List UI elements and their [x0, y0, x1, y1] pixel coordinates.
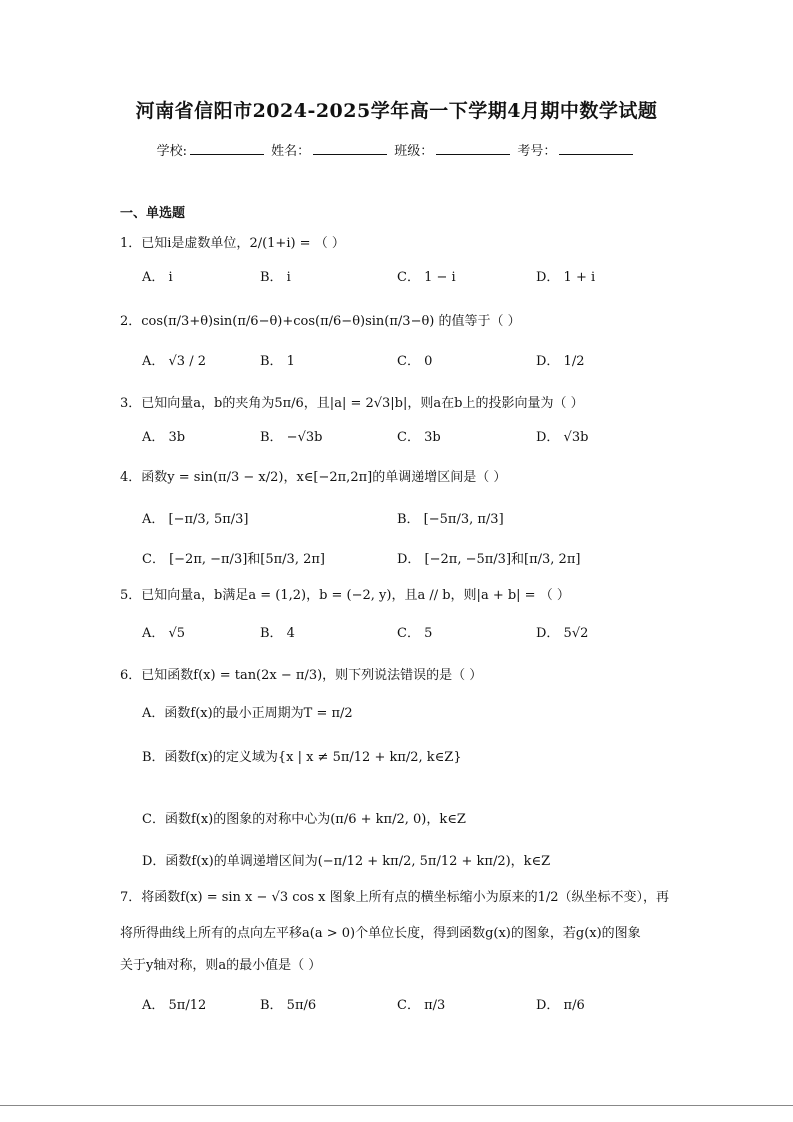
q3-option-b: B． −√3b	[260, 430, 323, 445]
q6-option-d: D．函数f(x)的单调递增区间为(−π/12 + kπ/2, 5π/12 + kπ/2)，k∈Z	[142, 854, 551, 869]
question-6-stem: 6．已知函数f(x) = tan(2x − π/3)，则下列说法错误的是（ ）	[120, 668, 483, 683]
q4-option-a: A． [−π/3, 5π/3]	[142, 512, 249, 527]
student-info-row	[0, 140, 793, 159]
class-blank[interactable]	[436, 144, 510, 155]
question-3-stem: 3．已知向量a，b的夹角为5π/6，且|a| = 2√3|b|，则a在b上的投影向量为（ ）	[120, 396, 584, 411]
q7-option-b: B． 5π/6	[260, 998, 317, 1013]
q1-option-c: C． 1 − i	[397, 270, 456, 285]
question-5-stem: 5．已知向量a，b满足a = (1,2)，b = (−2, y)，且a // b，则|a + b| = （ ）	[120, 588, 570, 603]
question-7-line-3: 关于y轴对称，则a的最小值是（ ）	[120, 958, 322, 973]
q7-option-a: A． 5π/12	[142, 998, 207, 1013]
section-heading: 一、单选题	[120, 206, 186, 221]
q7-option-c: C． π/3	[397, 998, 446, 1013]
q5-option-c: C． 5	[397, 626, 433, 641]
q3-option-a: A． 3b	[142, 430, 186, 445]
q5-option-d: D． 5√2	[536, 626, 589, 641]
class-label: 班级：	[394, 144, 434, 159]
q2-option-b: B． 1	[260, 354, 295, 369]
q6-option-b: B．函数f(x)的定义域为{x | x ≠ 5π/12 + kπ/2, k∈Z}	[142, 750, 462, 765]
q2-option-d: D． 1/2	[536, 354, 585, 369]
question-4-stem: 4．函数y = sin(π/3 − x/2)，x∈[−2π,2π]的单调递增区间是（ ）	[120, 470, 507, 485]
q1-option-b: B． i	[260, 270, 291, 285]
q2-option-a: A． √3 / 2	[142, 354, 206, 369]
page-title: 河南省信阳市2024-2025学年高一下学期4月期中数学试题	[135, 100, 658, 122]
q4-option-d: D． [−2π, −5π/3]和[π/3, 2π]	[397, 552, 581, 567]
question-7-line-2: 将所得曲线上所有的点向左平移a(a > 0)个单位长度，得到函数g(x)的图象，若g(x)的图象	[120, 926, 641, 941]
question-2-stem: 2．cos(π/3+θ)sin(π/6−θ)+cos(π/6−θ)sin(π/3−θ) 的值等于（ ）	[120, 314, 521, 329]
question-1-expr: 2/(1+i) = （ ）	[249, 236, 345, 251]
number-blank[interactable]	[559, 144, 633, 155]
page-bottom-rule	[0, 1105, 793, 1106]
q3-option-c: C． 3b	[397, 430, 441, 445]
name-label: 姓名：	[271, 144, 311, 159]
q4-option-c: C． [−2π, −π/3]和[5π/3, 2π]	[142, 552, 325, 567]
question-1-stem: 1．已知i是虚数单位，2/(1+i) = （ ）	[120, 236, 345, 251]
q4-option-b: B． [−5π/3, π/3]	[397, 512, 504, 527]
name-blank[interactable]	[313, 144, 387, 155]
number-label: 考号：	[517, 144, 557, 159]
school-label: 学校:	[156, 144, 187, 159]
school-blank[interactable]	[190, 144, 264, 155]
q1-option-d: D． 1 + i	[536, 270, 596, 285]
q1-option-a: A． i	[142, 270, 173, 285]
q5-option-a: A． √5	[142, 626, 186, 641]
q7-option-d: D． π/6	[536, 998, 585, 1013]
q6-option-c: C．函数f(x)的图象的对称中心为(π/6 + kπ/2, 0)，k∈Z	[142, 812, 466, 827]
q2-option-c: C． 0	[397, 354, 433, 369]
question-7-line-1: 7．将函数f(x) = sin x − √3 cos x 图象上所有点的横坐标缩小为原来的1/2（纵坐标不变），再	[120, 890, 670, 905]
q6-option-a: A．函数f(x)的最小正周期为T = π/2	[142, 706, 353, 721]
q5-option-b: B． 4	[260, 626, 295, 641]
q3-option-d: D． √3b	[536, 430, 589, 445]
